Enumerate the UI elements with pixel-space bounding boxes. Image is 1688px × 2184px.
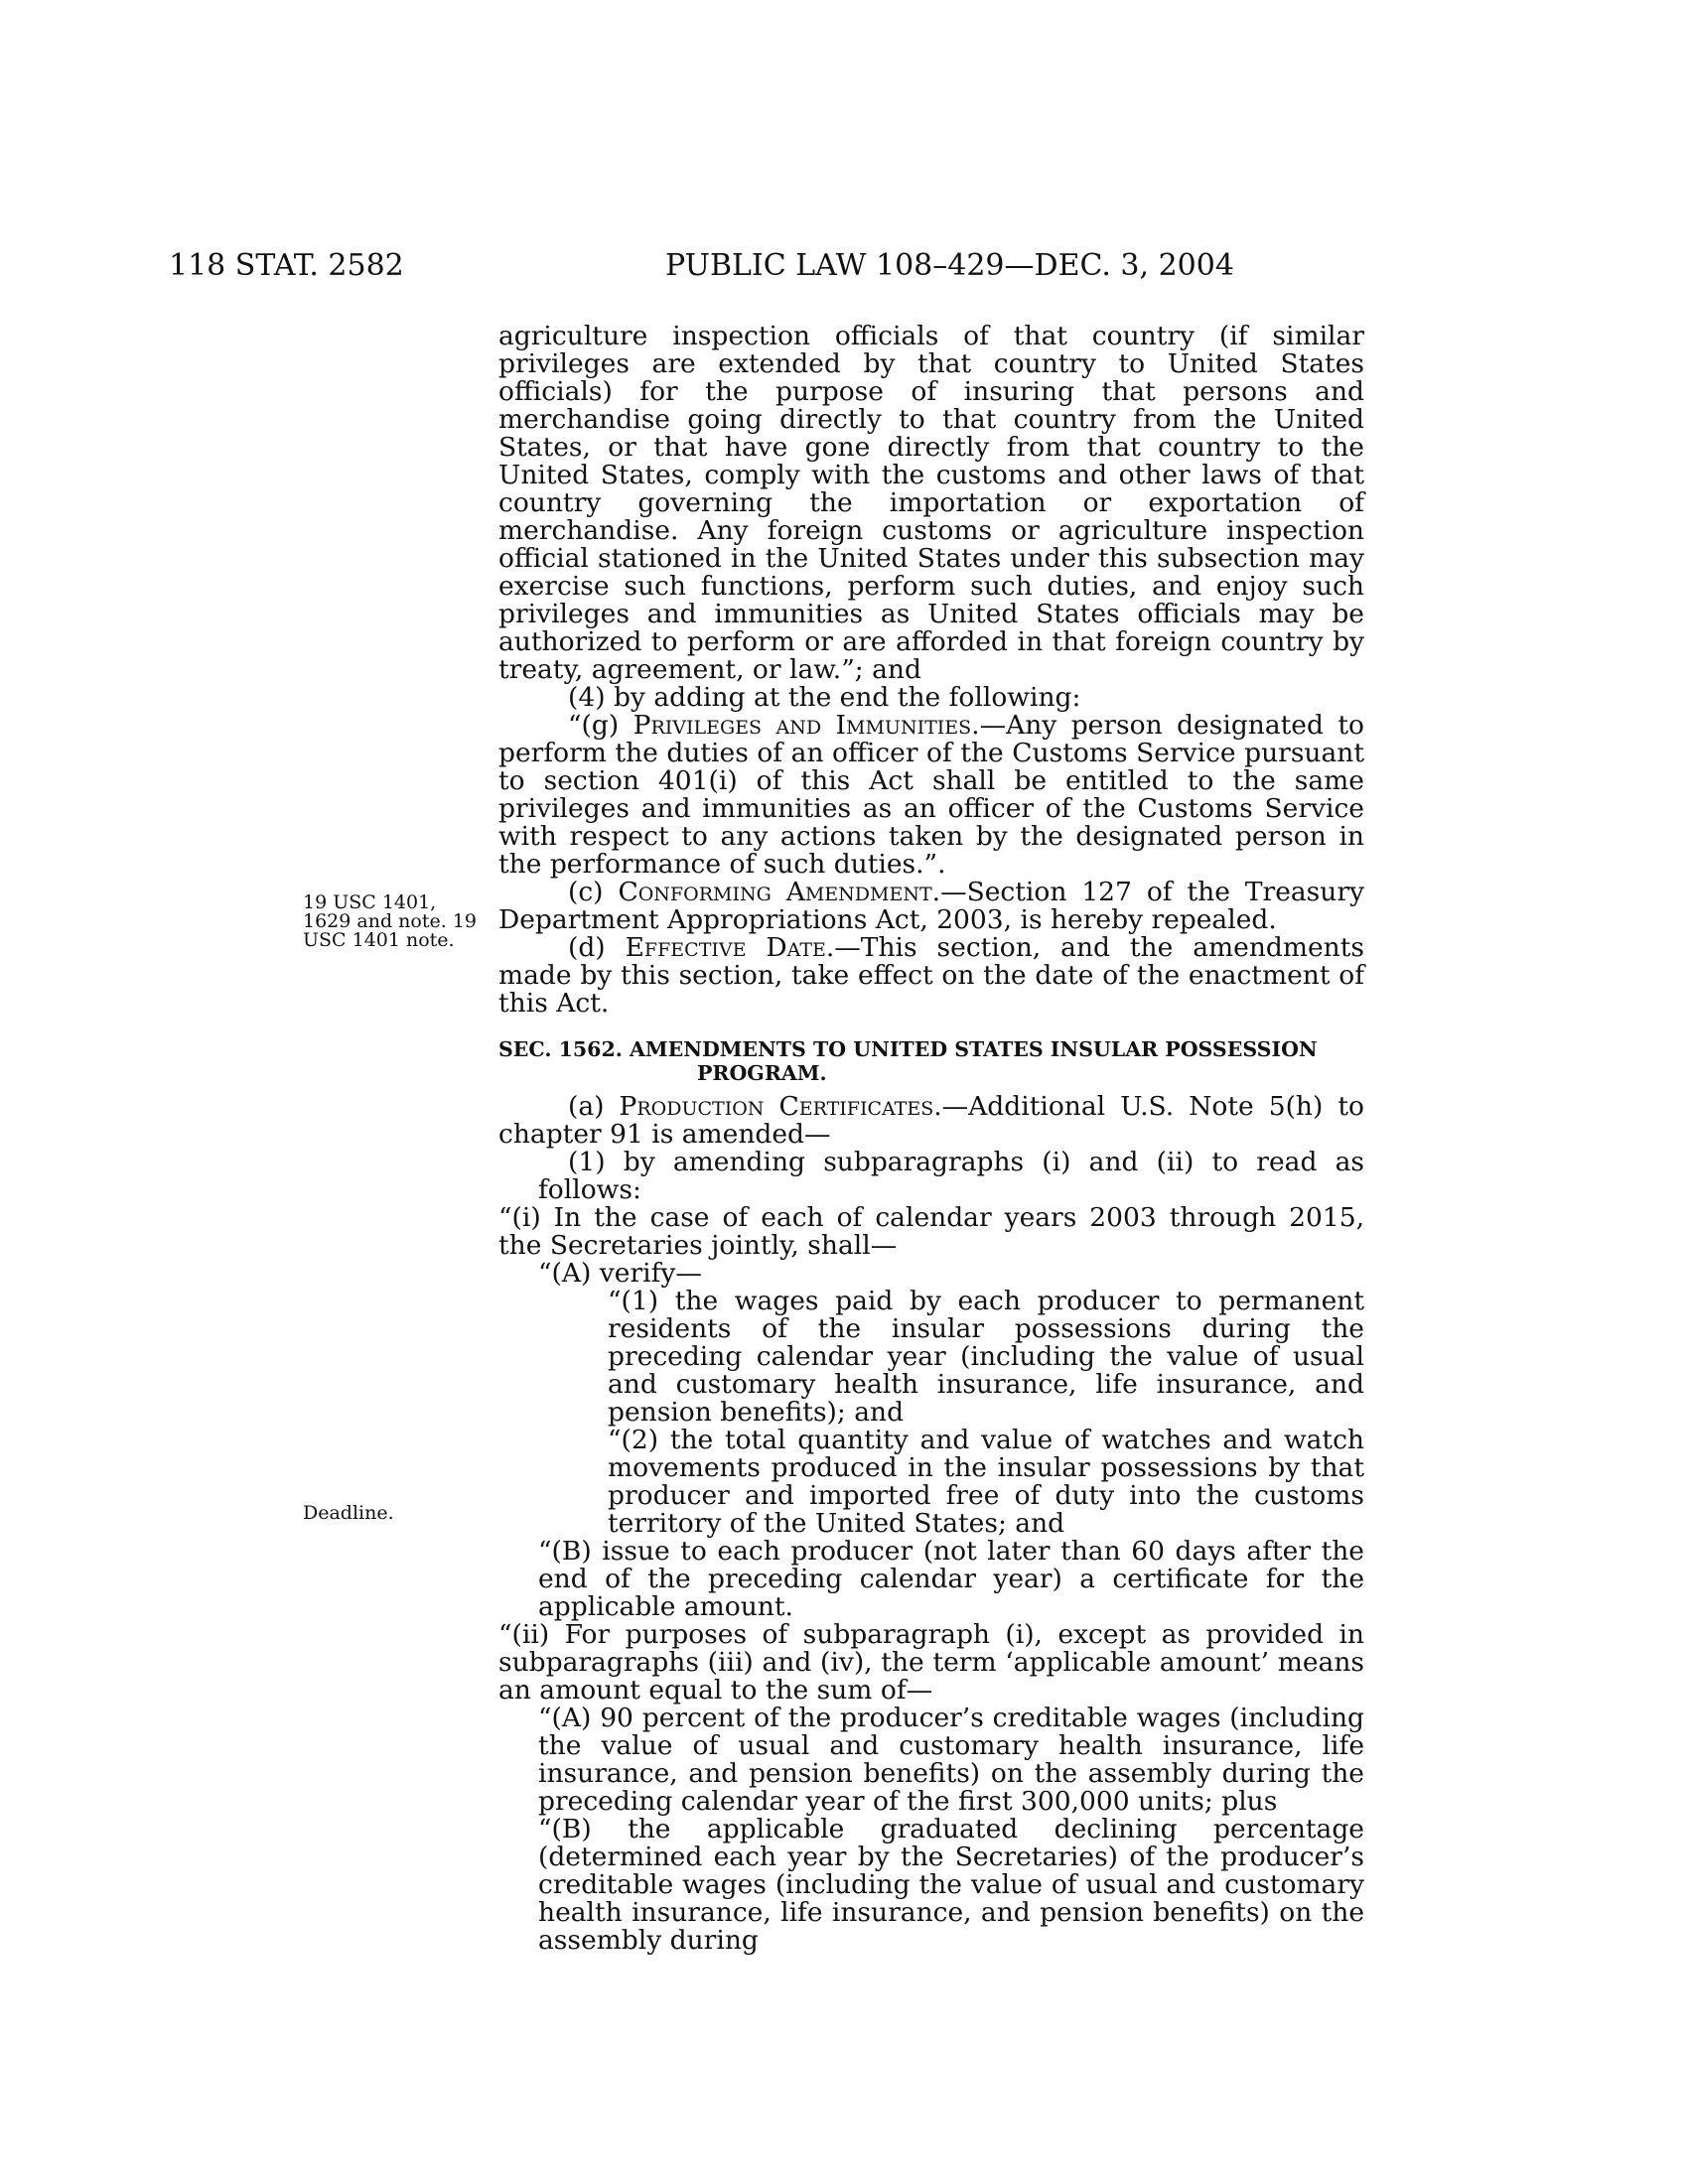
paragraph-conforming-amendment: [498, 879, 1364, 934]
paragraph-privileges-immunities: [498, 712, 1364, 879]
para-label: (d): [568, 932, 626, 963]
para-heading: Conforming Amendment.: [618, 877, 941, 907]
document-body: [498, 323, 1364, 1955]
running-header: PUBLIC LAW 108–429—DEC. 3, 2004: [665, 248, 1234, 283]
para-text: —Any person designated to perform the duties of an officer of the Customs Service pursuant to section 401(i) of this Act shall be entitled to the same privileges and immunities as an officer of the Customs Service with respect to any actions taken by the designated person in the performance of such duties.”.: [498, 710, 1364, 880]
section-heading: SEC. 1562. AMENDMENTS TO UNITED STATES INSULAR POSSESSION PROGRAM.: [498, 1037, 1318, 1085]
margin-note-deadline: Deadline.: [303, 1502, 394, 1524]
paragraph-issue-certificate: “(B) issue to each producer (not later than 60 days after the end of the preceding calendar year) a certificate for the applicable amount.: [538, 1536, 1364, 1622]
paragraph-clause-b: “(B) the applicable graduated declining percentage (determined each year by the Secretaries) of the producer’s creditable wages (including the value of usual and customary health insurance, life insurance, and pension benefits) on the assembly during: [538, 1814, 1364, 1956]
para-text: —Additional U.S. Note 5(h) to chapter 91 is amended—: [498, 1091, 1364, 1150]
paragraph-subparagraph-ii: “(ii) For purposes of subparagraph (i), except as provided in subparagraphs (iii) and (iv), the term ‘applicable amount’ means an amount equal to the sum of—: [498, 1619, 1364, 1706]
paragraph-clause-1: “(1) the wages paid by each producer to permanent residents of the insular possessions during the preceding calendar year (including the value of usual and customary health insurance, life insurance, and pension benefits); and: [608, 1286, 1364, 1428]
paragraph-clause-2: “(2) the total quantity and value of watches and watch movements produced in the insular possessions by that producer and imported free of duty into the customs territory of the United States; and: [608, 1425, 1364, 1539]
margin-note-usc: 19 USC 1401, 1629 and note. 19 USC 1401 note.: [303, 891, 477, 951]
paragraph-production-certificates: [498, 1093, 1364, 1149]
page-stat-citation: 118 STAT. 2582: [169, 248, 404, 283]
paragraph-amending-subparagraphs: (1) by amending subparagraphs (i) and (ii) to read as follows:: [538, 1147, 1364, 1205]
para-heading: Effective Date.: [625, 932, 835, 963]
paragraph-clause-a: “(A) 90 percent of the producer’s creditable wages (including the value of usual and customary health insurance, life insurance, and pension benefits) on the assembly during the preceding calendar year of the first 300,000 units; plus: [538, 1703, 1364, 1817]
paragraph-subparagraph-i: “(i) In the case of each of calendar years 2003 through 2015, the Secretaries jointly, shall—: [498, 1202, 1364, 1261]
para-text: —This section, and the amendments made by this section, take effect on the date of the enactment of this Act.: [498, 932, 1364, 1019]
paragraph-effective-date: [498, 934, 1364, 1018]
para-heading: Privileges and Immunities.: [633, 710, 980, 741]
para-heading: Production Certificates.: [619, 1091, 942, 1122]
paragraph-verify: “(A) verify—: [538, 1258, 702, 1289]
para-label: “(g): [568, 710, 633, 741]
para-text: —Section 127 of the Treasury Department Appropriations Act, 2003, is hereby repealed.: [498, 877, 1364, 935]
paragraph-adding-at-end: (4) by adding at the end the following:: [568, 682, 1081, 713]
para-label: (c): [568, 877, 619, 907]
para-label: (a): [568, 1091, 620, 1122]
paragraph-continuation: agriculture inspection officials of that country (if similar privileges are extended by that country to United States officials) for the purpose of insuring that persons and merchandise going directly to that country from the United States, or that have gone directly from that country to the United States, comply with the customs and other laws of that country governing the importation or exportation of merchandise. Any foreign customs or agriculture inspection official stationed in the United States under this subsection may exercise such functions, perform such duties, and enjoy such privileges and immunities as United States officials may be authorized to perform or are afforded in that foreign country by treaty, agreement, or law.”; and: [498, 321, 1364, 685]
